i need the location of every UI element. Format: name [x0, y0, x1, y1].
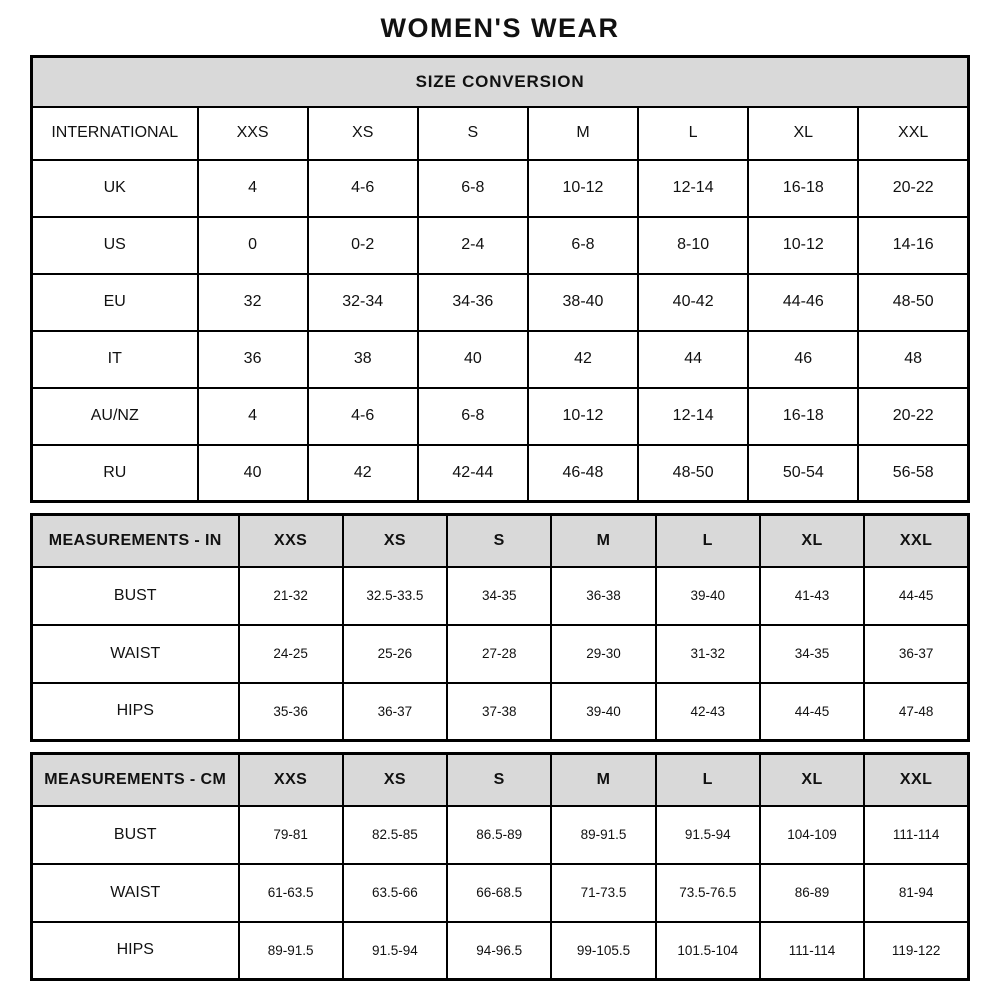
table-row — [32, 754, 969, 806]
table-cell: 46-48 — [528, 445, 638, 502]
row-label-bust: BUST — [32, 567, 239, 625]
measurements-cm-table — [30, 752, 970, 981]
table-cell: 10-12 — [528, 388, 638, 445]
table-cell: 48 — [858, 331, 968, 388]
table-row-waist — [32, 625, 969, 683]
table-cell: 0-2 — [308, 217, 418, 274]
table-cell: 61-63.5 — [239, 864, 343, 922]
table-row-it — [32, 331, 969, 388]
table-cell: 24-25 — [239, 625, 343, 683]
column-header-xs: XS — [343, 515, 447, 567]
table-cell: 34-36 — [418, 274, 528, 331]
table-cell: 40 — [418, 331, 528, 388]
row-label-waist: WAIST — [32, 864, 239, 922]
column-header-xxs: XXS — [198, 107, 308, 160]
table-cell: 99-105.5 — [551, 922, 655, 980]
table-cell: 119-122 — [864, 922, 968, 980]
column-header-xxl: XXL — [864, 754, 968, 806]
table-cell: 4 — [198, 160, 308, 217]
table-cell: 89-91.5 — [551, 806, 655, 864]
table-cell: 32-34 — [308, 274, 418, 331]
size-conversion-table — [30, 55, 970, 503]
table-cell: 46 — [748, 331, 858, 388]
table-cell: 42 — [308, 445, 418, 502]
table-cell: 42-44 — [418, 445, 528, 502]
table-row-us — [32, 217, 969, 274]
table-cell: 16-18 — [748, 388, 858, 445]
table-cell: 40-42 — [638, 274, 748, 331]
table-cell: 48-50 — [638, 445, 748, 502]
measurements-cm-header: MEASUREMENTS - CM — [32, 754, 239, 806]
table-cell: 81-94 — [864, 864, 968, 922]
row-label-uk: UK — [32, 160, 198, 217]
table-cell: 4-6 — [308, 388, 418, 445]
size-conversion-header: SIZE CONVERSION — [32, 57, 969, 107]
row-label-eu: EU — [32, 274, 198, 331]
table-cell: 44-46 — [748, 274, 858, 331]
table-cell: 111-114 — [760, 922, 864, 980]
column-header-m: M — [528, 107, 638, 160]
row-label-hips: HIPS — [32, 922, 239, 980]
table-cell: 86.5-89 — [447, 806, 551, 864]
table-cell: 47-48 — [864, 683, 968, 741]
table-row-bust — [32, 567, 969, 625]
table-cell: 82.5-85 — [343, 806, 447, 864]
column-header-l: L — [656, 754, 760, 806]
column-header-xl: XL — [760, 515, 864, 567]
table-cell: 38 — [308, 331, 418, 388]
table-row-waist — [32, 864, 969, 922]
column-header-s: S — [447, 515, 551, 567]
table-cell: 14-16 — [858, 217, 968, 274]
table-cell: 40 — [198, 445, 308, 502]
table-cell: 6-8 — [418, 388, 528, 445]
table-cell: 6-8 — [418, 160, 528, 217]
row-label-bust: BUST — [32, 806, 239, 864]
table-cell: 86-89 — [760, 864, 864, 922]
table-cell: 91.5-94 — [343, 922, 447, 980]
column-header-m: M — [551, 754, 655, 806]
table-row-aunz — [32, 388, 969, 445]
table-cell: 6-8 — [528, 217, 638, 274]
column-header-xxs: XXS — [239, 515, 343, 567]
table-cell: 71-73.5 — [551, 864, 655, 922]
table-row-hips — [32, 683, 969, 741]
table-cell: 32.5-33.5 — [343, 567, 447, 625]
table-row-ru — [32, 445, 969, 502]
column-header-l: L — [638, 107, 748, 160]
table-cell: 25-26 — [343, 625, 447, 683]
column-header-xs: XS — [343, 754, 447, 806]
table-cell: 32 — [198, 274, 308, 331]
table-cell: 91.5-94 — [656, 806, 760, 864]
table-row — [32, 515, 969, 567]
row-label-it: IT — [32, 331, 198, 388]
table-cell: 36 — [198, 331, 308, 388]
table-cell: 89-91.5 — [239, 922, 343, 980]
table-cell: 39-40 — [551, 683, 655, 741]
column-header-xxl: XXL — [858, 107, 968, 160]
table-cell: 29-30 — [551, 625, 655, 683]
table-cell: 36-37 — [343, 683, 447, 741]
measurements-in-header: MEASUREMENTS - IN — [32, 515, 239, 567]
table-cell: 101.5-104 — [656, 922, 760, 980]
column-header-s: S — [418, 107, 528, 160]
table-cell: 41-43 — [760, 567, 864, 625]
table-row — [32, 107, 969, 160]
column-header-m: M — [551, 515, 655, 567]
table-cell: 42-43 — [656, 683, 760, 741]
table-cell: 10-12 — [528, 160, 638, 217]
column-header-xs: XS — [308, 107, 418, 160]
table-cell: 12-14 — [638, 388, 748, 445]
row-label-hips: HIPS — [32, 683, 239, 741]
page-title: WOMEN'S WEAR — [380, 13, 620, 43]
column-header-international: INTERNATIONAL — [32, 107, 198, 160]
table-cell: 37-38 — [447, 683, 551, 741]
table-cell: 73.5-76.5 — [656, 864, 760, 922]
table-cell: 104-109 — [760, 806, 864, 864]
table-cell: 42 — [528, 331, 638, 388]
column-header-s: S — [447, 754, 551, 806]
table-cell: 2-4 — [418, 217, 528, 274]
row-label-ru: RU — [32, 445, 198, 502]
table-cell: 94-96.5 — [447, 922, 551, 980]
table-cell: 44-45 — [760, 683, 864, 741]
table-cell: 31-32 — [656, 625, 760, 683]
table-cell: 111-114 — [864, 806, 968, 864]
table-cell: 35-36 — [239, 683, 343, 741]
table-cell: 56-58 — [858, 445, 968, 502]
table-cell: 8-10 — [638, 217, 748, 274]
table-cell: 27-28 — [447, 625, 551, 683]
column-header-xxl: XXL — [864, 515, 968, 567]
table-cell: 38-40 — [528, 274, 638, 331]
table-cell: 12-14 — [638, 160, 748, 217]
table-cell: 36-37 — [864, 625, 968, 683]
table-cell: 39-40 — [656, 567, 760, 625]
table-row — [32, 57, 969, 107]
column-header-xxs: XXS — [239, 754, 343, 806]
table-cell: 21-32 — [239, 567, 343, 625]
table-row-eu — [32, 274, 969, 331]
table-row-bust — [32, 806, 969, 864]
table-cell: 34-35 — [760, 625, 864, 683]
table-row-hips — [32, 922, 969, 980]
table-cell: 4 — [198, 388, 308, 445]
column-header-l: L — [656, 515, 760, 567]
table-cell: 16-18 — [748, 160, 858, 217]
table-cell: 63.5-66 — [343, 864, 447, 922]
table-cell: 48-50 — [858, 274, 968, 331]
column-header-xl: XL — [748, 107, 858, 160]
row-label-aunz: AU/NZ — [32, 388, 198, 445]
table-cell: 4-6 — [308, 160, 418, 217]
table-cell: 20-22 — [858, 160, 968, 217]
column-header-xl: XL — [760, 754, 864, 806]
table-cell: 34-35 — [447, 567, 551, 625]
row-label-waist: WAIST — [32, 625, 239, 683]
table-cell: 44 — [638, 331, 748, 388]
table-cell: 44-45 — [864, 567, 968, 625]
table-cell: 10-12 — [748, 217, 858, 274]
table-cell: 20-22 — [858, 388, 968, 445]
table-cell: 66-68.5 — [447, 864, 551, 922]
row-label-us: US — [32, 217, 198, 274]
measurements-in-table — [30, 513, 970, 742]
table-row-uk — [32, 160, 969, 217]
table-cell: 50-54 — [748, 445, 858, 502]
table-cell: 79-81 — [239, 806, 343, 864]
table-cell: 0 — [198, 217, 308, 274]
table-cell: 36-38 — [551, 567, 655, 625]
